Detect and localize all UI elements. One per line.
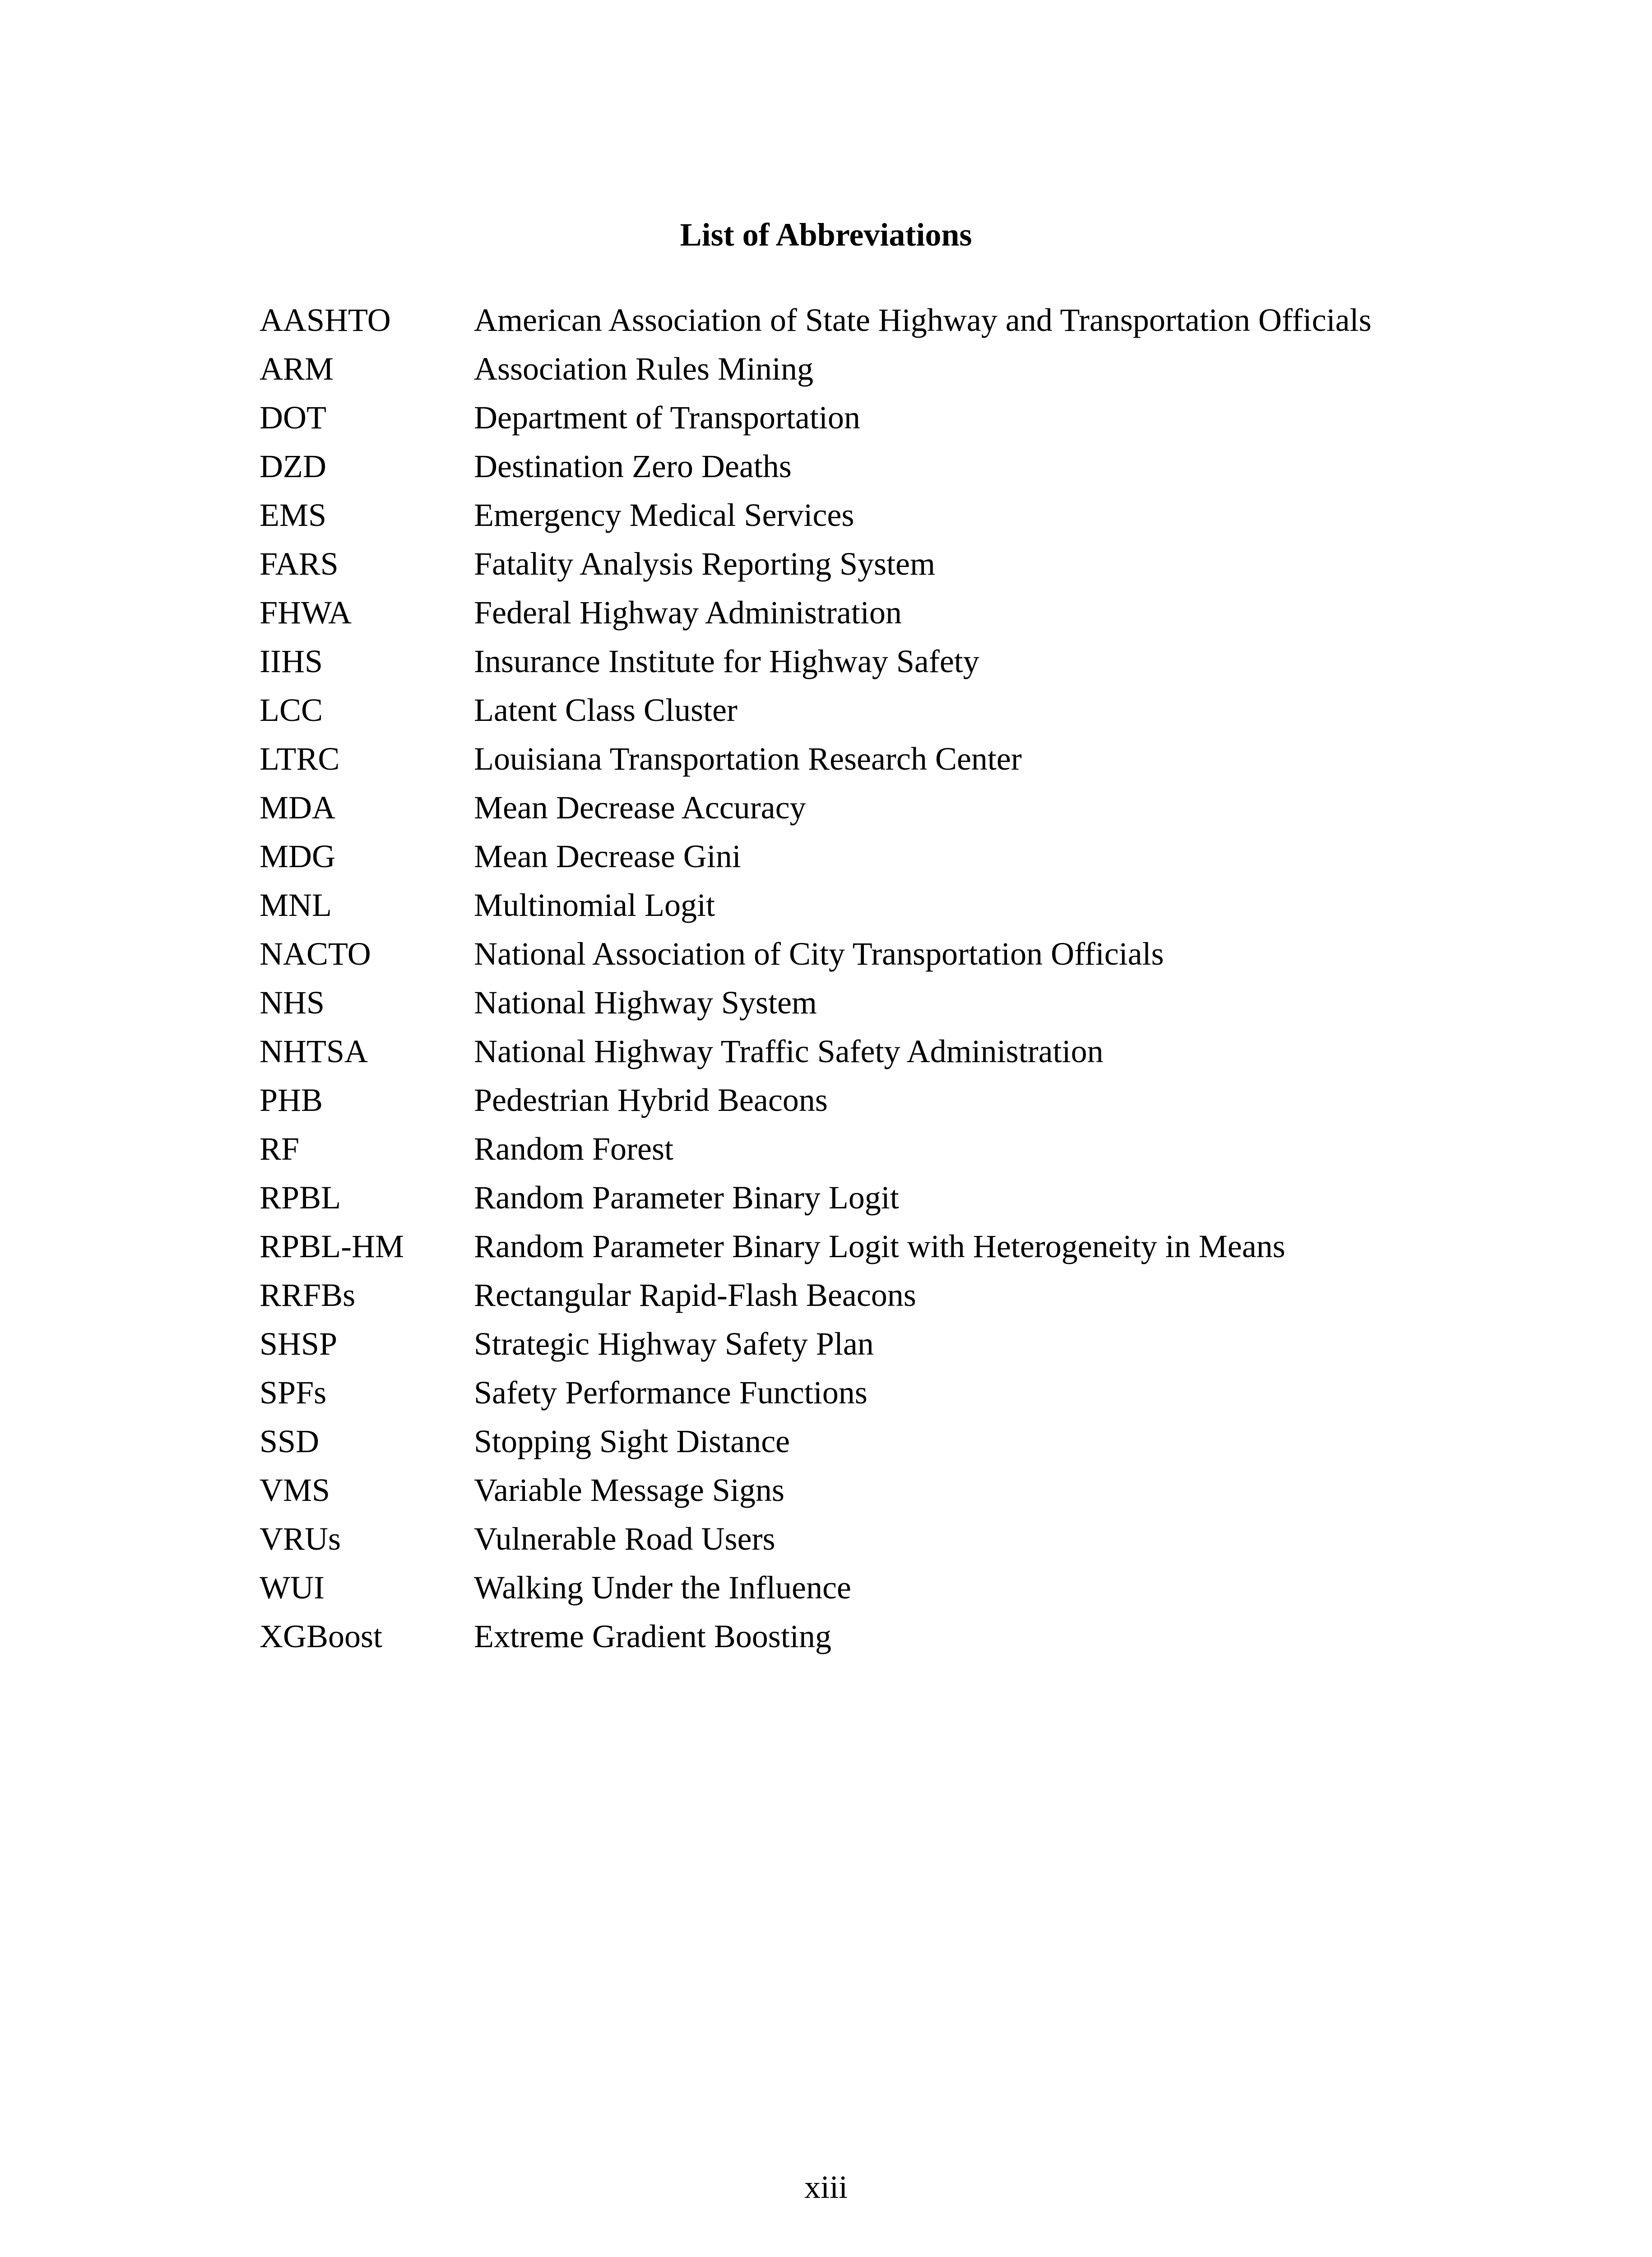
page-number: xiii <box>804 2169 848 2205</box>
abbreviation-term: DZD <box>260 448 326 484</box>
abbreviation-row <box>260 1027 1568 1076</box>
abbreviation-definition: Variable Message Signs <box>474 1472 784 1508</box>
abbreviation-definition: National Highway Traffic Safety Administration <box>474 1033 1104 1069</box>
abbreviation-term: RRFBs <box>260 1277 356 1313</box>
abbreviation-row <box>260 1514 1568 1563</box>
abbreviation-term: MDA <box>260 789 336 826</box>
abbreviation-definition: National Association of City Transportation Officials <box>474 935 1164 972</box>
abbreviation-definition: Association Rules Mining <box>474 350 813 387</box>
abbreviation-definition: Destination Zero Deaths <box>474 448 792 484</box>
abbreviation-term: MNL <box>260 887 332 923</box>
abbreviation-term: RF <box>260 1130 300 1167</box>
abbreviation-row <box>260 1368 1568 1417</box>
abbreviation-definition: Random Forest <box>474 1130 673 1167</box>
abbreviation-row <box>260 832 1568 881</box>
abbreviation-definition: Latent Class Cluster <box>474 692 738 728</box>
abbreviation-definition: Multinomial Logit <box>474 887 715 923</box>
abbreviation-definition: Strategic Highway Safety Plan <box>474 1325 874 1362</box>
abbreviation-definition: American Association of State Highway and Transportation Officials <box>474 302 1372 338</box>
abbreviation-row <box>260 296 1568 344</box>
abbreviation-definition: Random Parameter Binary Logit <box>474 1179 899 1216</box>
abbreviation-row <box>260 1173 1568 1222</box>
abbreviation-definition: Extreme Gradient Boosting <box>474 1618 831 1654</box>
abbreviation-term: MDG <box>260 838 336 874</box>
abbreviation-definition: Pedestrian Hybrid Beacons <box>474 1082 828 1118</box>
abbreviation-definition: Mean Decrease Accuracy <box>474 789 806 826</box>
abbreviation-term: RPBL-HM <box>260 1228 404 1264</box>
abbreviation-definition: Random Parameter Binary Logit with Heterogeneity in Means <box>474 1228 1285 1264</box>
abbreviation-row <box>260 734 1568 783</box>
abbreviation-definition: Federal Highway Administration <box>474 594 902 631</box>
abbreviation-definition: Stopping Sight Distance <box>474 1423 790 1459</box>
abbreviation-row <box>260 1271 1568 1319</box>
abbreviation-term: NHS <box>260 984 325 1021</box>
abbreviation-row <box>260 1319 1568 1368</box>
abbreviation-definition: National Highway System <box>474 984 817 1021</box>
abbreviation-definition: Vulnerable Road Users <box>474 1520 775 1557</box>
abbreviation-row <box>260 491 1568 539</box>
abbreviation-row <box>260 686 1568 734</box>
abbreviation-row <box>260 1076 1568 1124</box>
abbreviation-term: NHTSA <box>260 1033 368 1069</box>
abbreviation-term: AASHTO <box>260 302 391 338</box>
abbreviation-term: SHSP <box>260 1325 338 1362</box>
abbreviation-row <box>260 442 1568 491</box>
abbreviation-definition: Department of Transportation <box>474 399 860 436</box>
abbreviation-term: ARM <box>260 350 334 387</box>
abbreviation-row <box>260 881 1568 929</box>
abbreviation-definition: Mean Decrease Gini <box>474 838 741 874</box>
page-title: List of Abbreviations <box>680 217 972 253</box>
abbreviation-row <box>260 1124 1568 1173</box>
abbreviation-row <box>260 1563 1568 1612</box>
abbreviation-definition: Safety Performance Functions <box>474 1374 868 1411</box>
abbreviation-definition: Insurance Institute for Highway Safety <box>474 643 979 679</box>
abbreviation-row <box>260 978 1568 1027</box>
abbreviation-term: SSD <box>260 1423 320 1459</box>
abbreviation-term: VRUs <box>260 1520 341 1557</box>
abbreviation-term: SPFs <box>260 1374 327 1411</box>
abbreviation-row <box>260 539 1568 588</box>
abbreviation-row <box>260 783 1568 832</box>
abbreviation-term: IIHS <box>260 643 323 679</box>
abbreviation-row <box>260 1612 1568 1661</box>
abbreviation-definition: Rectangular Rapid-Flash Beacons <box>474 1277 916 1313</box>
abbreviation-term: RPBL <box>260 1179 341 1216</box>
abbreviation-definition: Emergency Medical Services <box>474 497 854 533</box>
abbreviation-term: DOT <box>260 399 326 436</box>
abbreviation-term: FHWA <box>260 594 352 631</box>
abbreviation-row <box>260 1466 1568 1514</box>
abbreviation-term: LCC <box>260 692 323 728</box>
abbreviation-row <box>260 637 1568 686</box>
abbreviation-row <box>260 929 1568 978</box>
abbreviation-definition: Walking Under the Influence <box>474 1569 851 1606</box>
abbreviation-term: PHB <box>260 1082 323 1118</box>
abbreviation-term: EMS <box>260 497 327 533</box>
abbreviation-term: VMS <box>260 1472 330 1508</box>
abbreviation-row <box>260 1417 1568 1466</box>
abbreviation-row <box>260 393 1568 442</box>
abbreviation-definition: Fatality Analysis Reporting System <box>474 545 935 582</box>
abbreviation-row <box>260 344 1568 393</box>
abbreviation-term: XGBoost <box>260 1618 383 1654</box>
abbreviation-row <box>260 588 1568 637</box>
abbreviation-list <box>260 296 1568 1661</box>
abbreviation-term: FARS <box>260 545 339 582</box>
abbreviation-row <box>260 1222 1568 1271</box>
abbreviation-term: WUI <box>260 1569 325 1606</box>
abbreviation-term: NACTO <box>260 935 371 972</box>
abbreviation-definition: Louisiana Transportation Research Center <box>474 740 1022 777</box>
abbreviation-term: LTRC <box>260 740 340 777</box>
